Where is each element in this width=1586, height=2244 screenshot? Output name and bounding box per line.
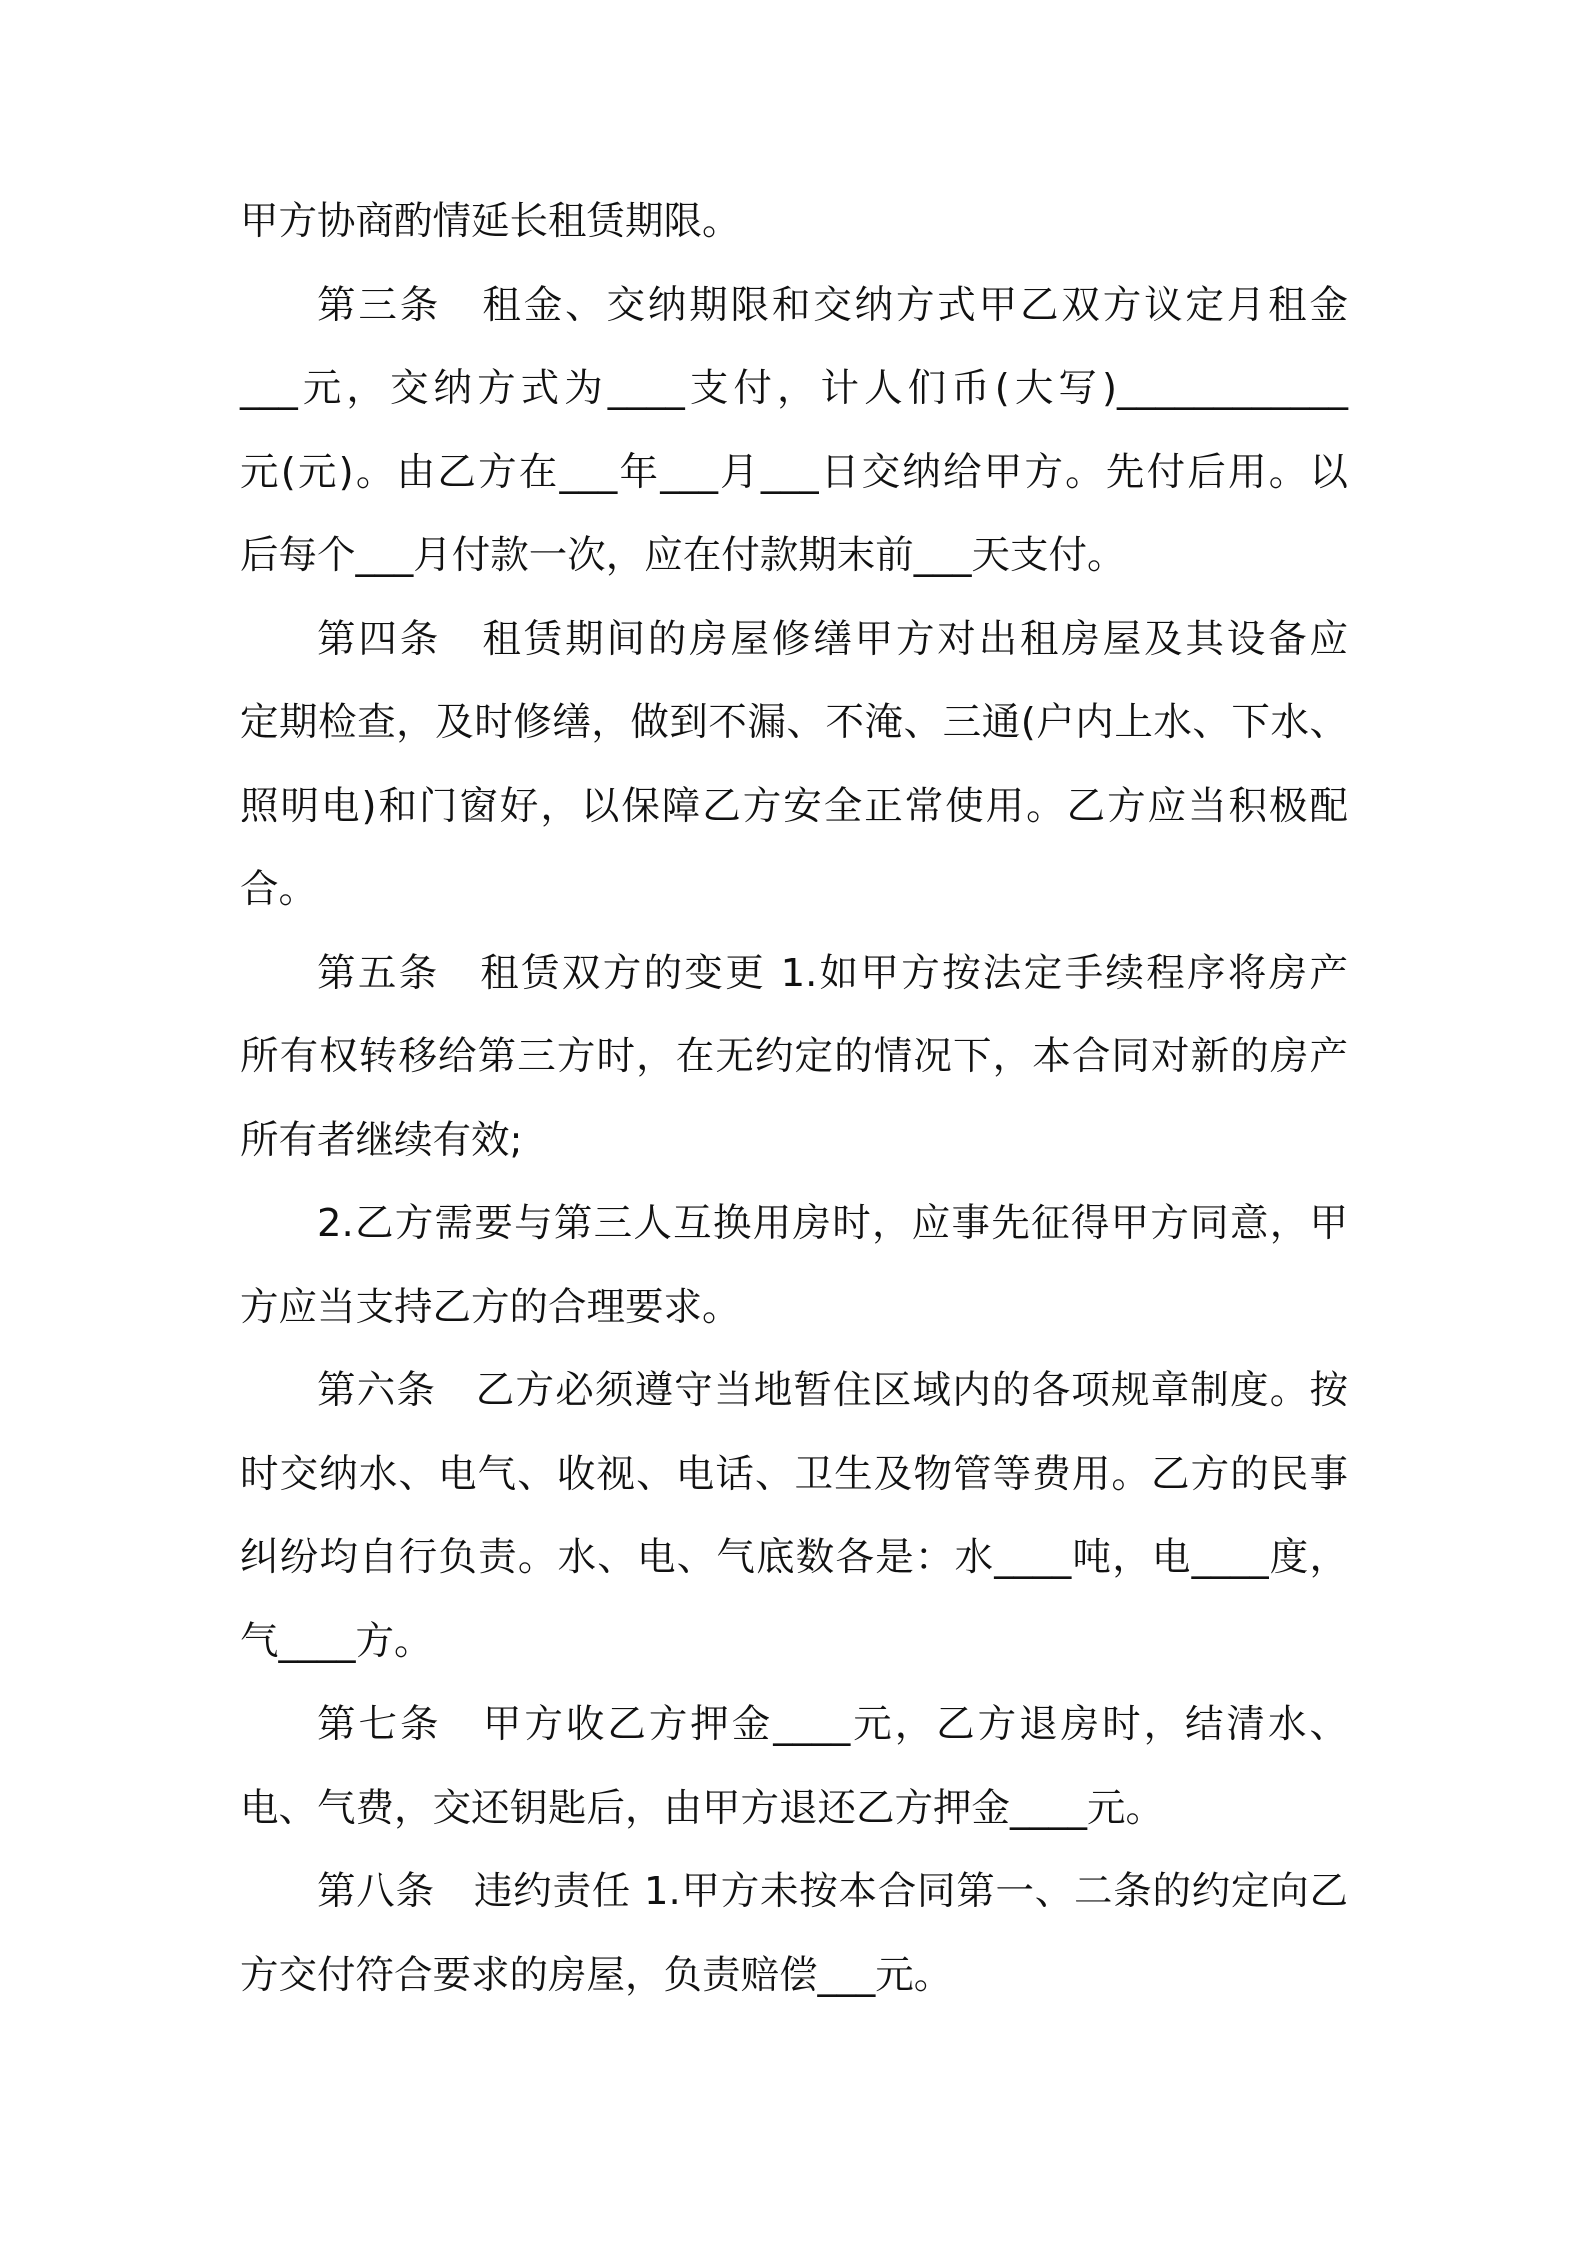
text-line: 方交付符合要求的房屋，负责赔偿___元。 (240, 1952, 953, 1998)
paragraph-clause-3-rent (240, 264, 1348, 598)
text-line: 元(元)。由乙方在___年___月___日交纳给甲方。先付后用。以 (240, 449, 1348, 495)
text-line: 纠纷均自行负责。水、电、气底数各是：水____吨，电____度， (240, 1535, 1348, 1580)
clause-heading-line: 第六条 乙方必须遵守当地暂住区域内的各项规章制度。按 (317, 1368, 1348, 1413)
clause-heading-line: 第四条 租赁期间的房屋修缮甲方对出租房屋及其设备应 (317, 616, 1348, 662)
text-line: 电、气费，交还钥匙后，由甲方退还乙方押金____元。 (240, 1785, 1165, 1831)
text-line: 所有权转移给第三方时，在无约定的情况下，本合同对新的房产 (240, 1034, 1348, 1079)
paragraph-clause-5-changes (240, 932, 1348, 1183)
paragraph-clause-4-repairs (240, 598, 1348, 932)
paragraph-clause-8-liability (240, 1850, 1348, 2017)
text-line: 甲方协商酌情延长租赁期限。 (240, 199, 741, 244)
text-line: 定期检查，及时修缮，做到不漏、不淹、三通(户内上水、下水、 (240, 700, 1348, 745)
paragraph-clause-6-regulations (240, 1349, 1348, 1683)
paragraph-lease-extension-continuation (240, 180, 1348, 264)
text-line: 所有者继续有效; (240, 1117, 523, 1163)
text-line: 方应当支持乙方的合理要求。 (240, 1284, 741, 1330)
contract-text-body (240, 180, 1348, 2017)
text-line: 照明电)和门窗好，以保障乙方安全正常使用。乙方应当积极配 (240, 783, 1348, 829)
clause-heading-line: 第三条 租金、交纳期限和交纳方式甲乙双方议定月租金 (317, 282, 1348, 328)
text-line: 气____方。 (240, 1618, 433, 1664)
text-line: 合。 (240, 867, 318, 912)
paragraph-clause-5-item-2 (240, 1182, 1348, 1349)
text-line: 2.乙方需要与第三人互换用房时，应事先征得甲方同意，甲 (317, 1201, 1348, 1246)
text-line: ___元，交纳方式为____支付，计人们币(大写)____________ (240, 366, 1348, 411)
clause-heading-line: 第五条 租赁双方的变更 1.如甲方按法定手续程序将房产 (317, 950, 1348, 996)
text-line: 后每个___月付款一次，应在付款期末前___天支付。 (240, 533, 1126, 578)
paragraph-clause-7-deposit (240, 1683, 1348, 1850)
clause-heading-line: 第八条 违约责任 1.甲方未按本合同第一、二条的约定向乙 (317, 1869, 1348, 1914)
text-line: 时交纳水、电气、收视、电话、卫生及物管等费用。乙方的民事 (240, 1451, 1348, 1497)
clause-heading-line: 第七条 甲方收乙方押金____元，乙方退房时，结清水、 (317, 1702, 1348, 1747)
